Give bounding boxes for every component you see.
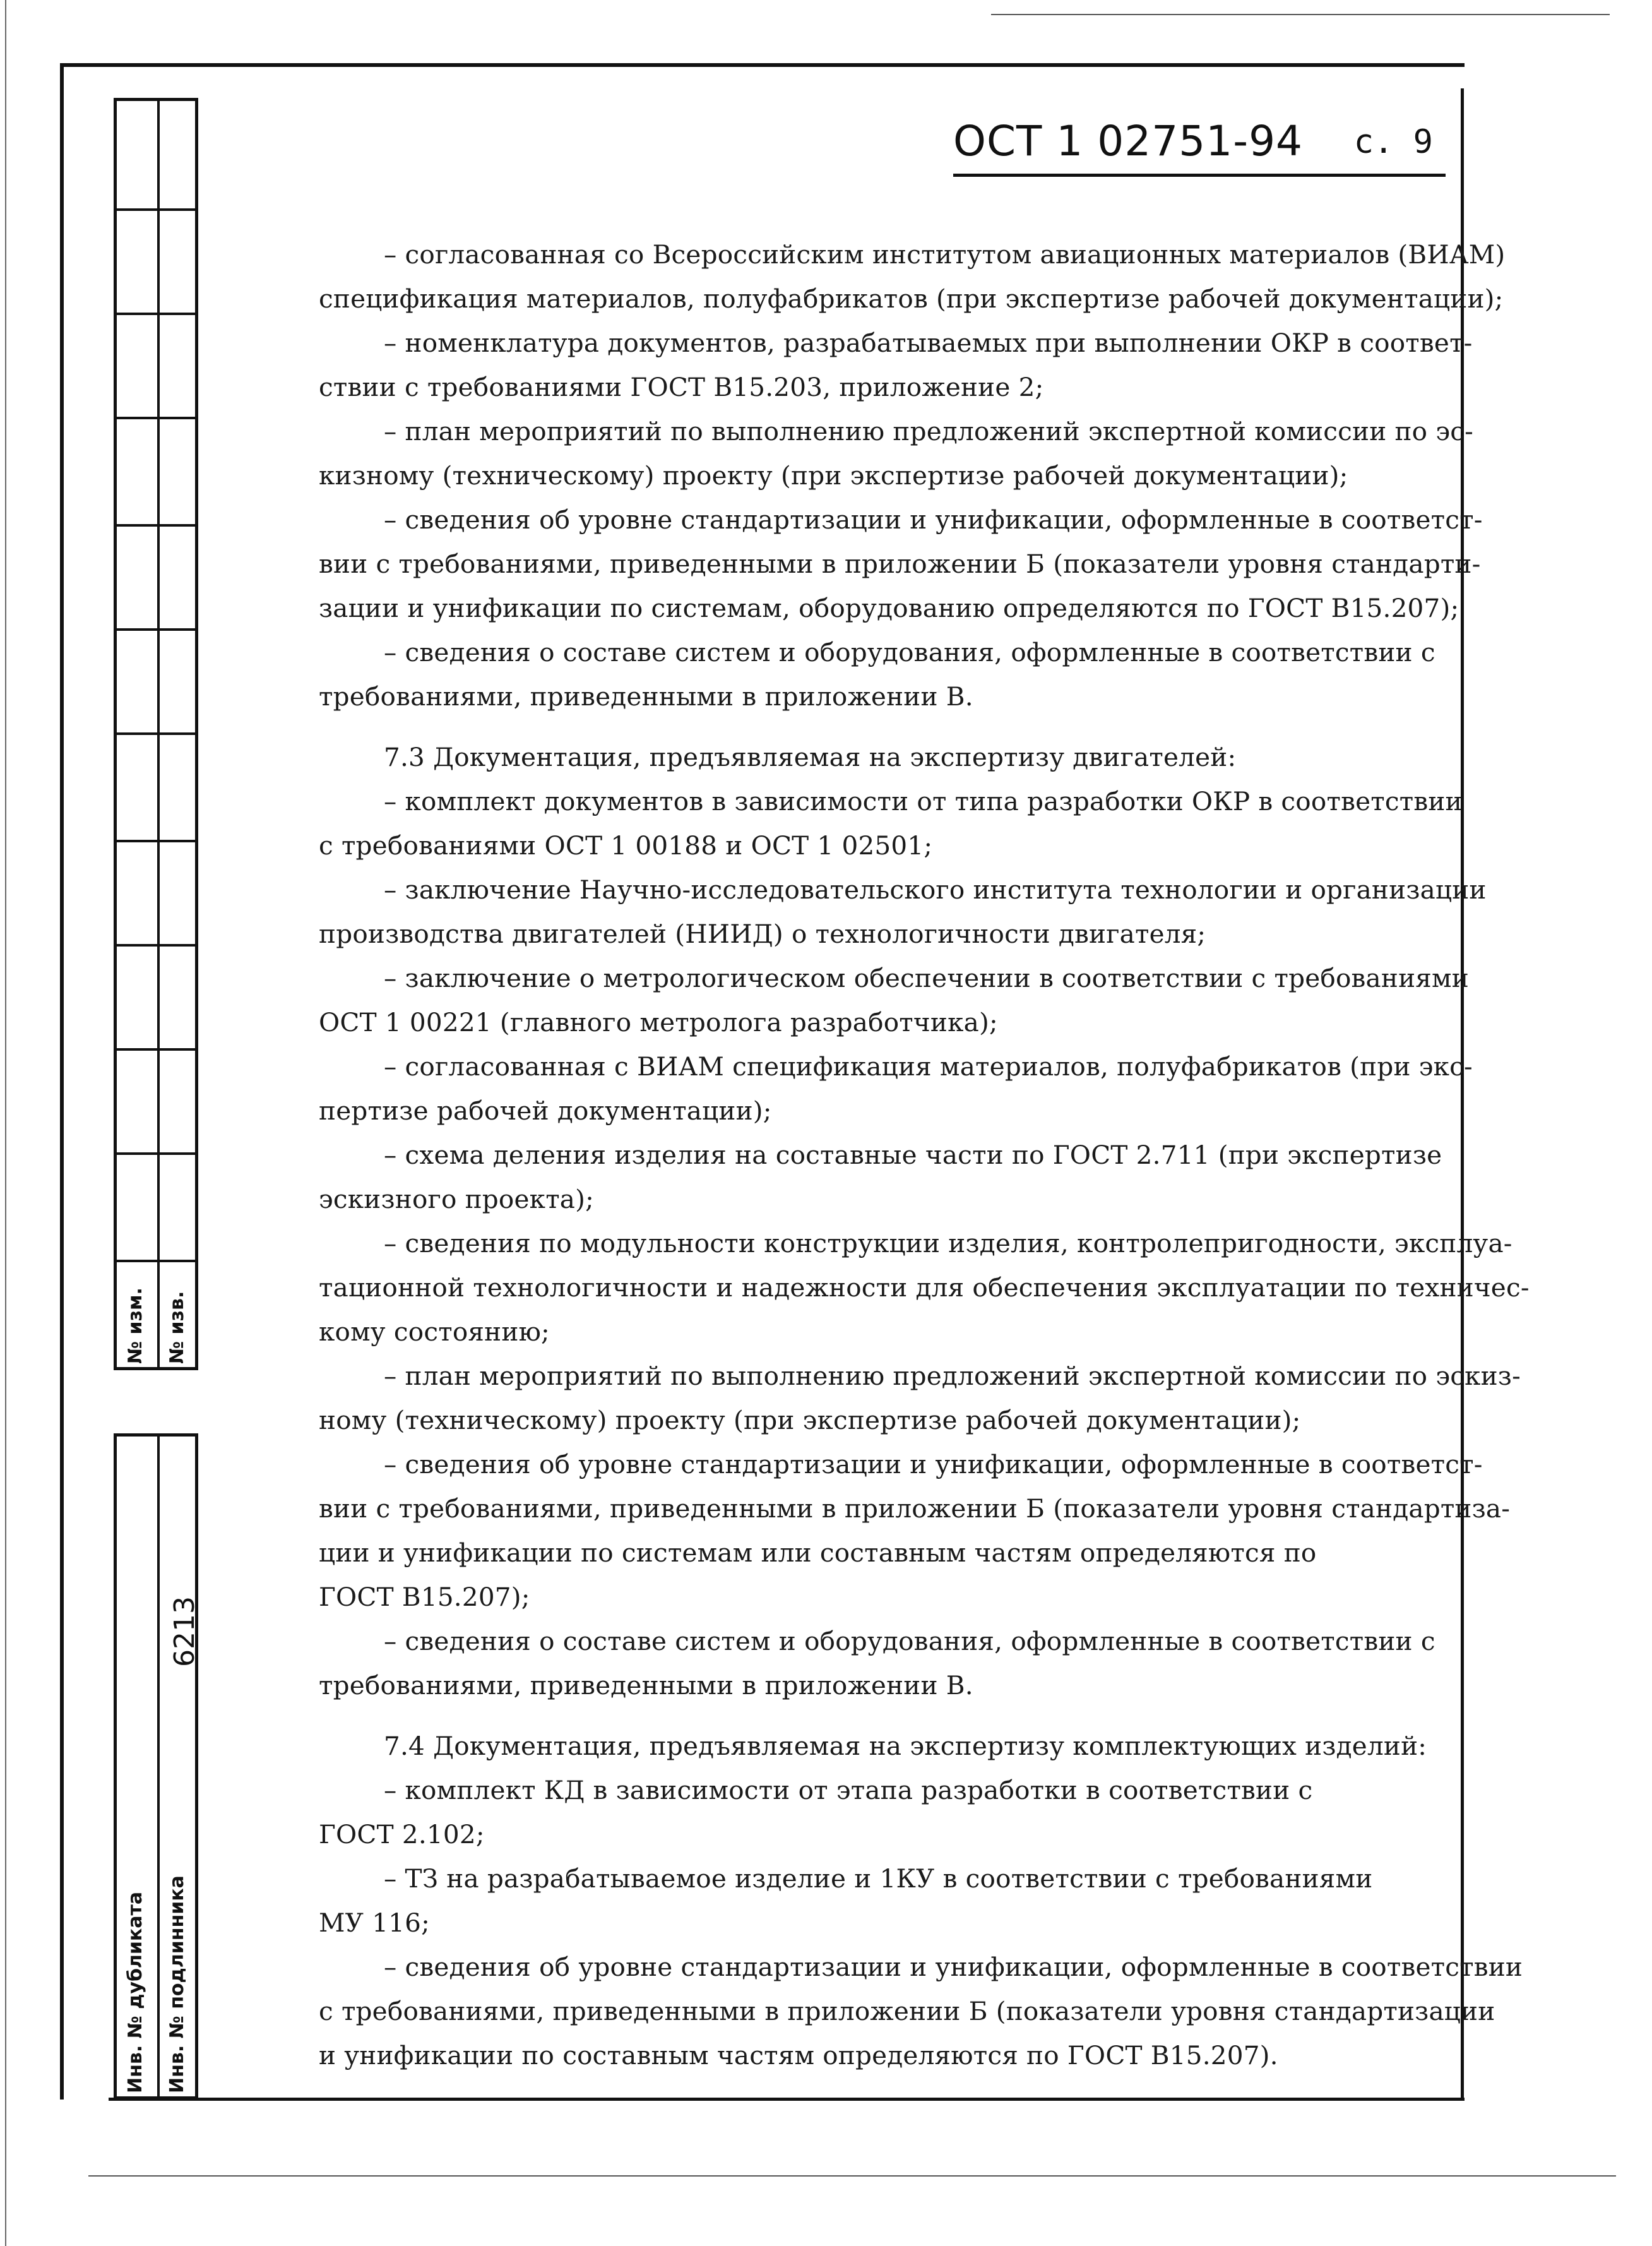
body-text-line: ГОСТ 2.102; [319, 1819, 485, 1849]
paragraph-gap [319, 719, 1446, 735]
frame-bottom-border [109, 2098, 1465, 2101]
document-code: ОСТ 1 02751-94 [953, 117, 1304, 165]
body-text-line: – сведения об уровне стандартизации и унификации, оформленные в соответст- [384, 505, 1483, 535]
body-text-line: ции и унификации по системам или составным частям определяются по [319, 1538, 1317, 1568]
body-text-line: – план мероприятий по выполнению предложений экспертной комиссии по эскиз- [384, 1361, 1521, 1391]
body-text-line: ствии с требованиями ГОСТ В15.203, приложение 2; [319, 372, 1044, 402]
body-text-line: тационной технологичности и надежности для обеспечения эксплуатации по техничес- [319, 1272, 1530, 1303]
body-text-line: – согласованная со Всероссийским институтом авиационных материалов (ВИАМ) [384, 239, 1506, 270]
inventory-number: 6213 [169, 1596, 201, 1667]
stamp-row-line [117, 944, 196, 947]
stamp-strip-lower [114, 1433, 201, 2100]
stamp-row-line [117, 313, 196, 315]
body-text-line: спецификация материалов, полуфабрикатов (при экспертизе рабочей документации); [319, 284, 1504, 314]
sheet-number-label: № изв. [166, 1291, 188, 1364]
frame-right-border [1461, 88, 1464, 2100]
stamp-row-line [117, 208, 196, 211]
stamp-divider [157, 1437, 160, 2096]
body-text-line: – комплект документов в зависимости от типа разработки ОКР в соответствии [384, 786, 1463, 816]
body-text-line: требованиями, приведенными в приложении В. [319, 1670, 973, 1700]
stamp-row-line [117, 628, 196, 631]
scan-artifact-edge [5, 0, 6, 2246]
body-text-line: вии с требованиями, приведенными в приложении Б (показатели уровня стандарти- [319, 549, 1481, 579]
duplicate-inventory-label: Инв. № дубликата [124, 1891, 146, 2093]
body-text-line: зации и унификации по системам, оборудованию определяются по ГОСТ В15.207); [319, 593, 1459, 623]
paragraph-gap [319, 1707, 1446, 1724]
original-inventory-label: Инв. № подлинника [166, 1875, 188, 2093]
change-number-label: № изм. [124, 1287, 146, 1364]
body-text-line: пертизе рабочей документации); [319, 1096, 772, 1126]
body-text-line: – схема деления изделия на составные части по ГОСТ 2.711 (при экспертизе [384, 1140, 1442, 1170]
body-text-line: – номенклатура документов, разрабатываемых при выполнении ОКР в соответ- [384, 328, 1473, 358]
stamp-row-line [117, 1152, 196, 1155]
body-text-line: с требованиями, приведенными в приложении Б (показатели уровня стандартизации [319, 1996, 1495, 2026]
body-text-line: – согласованная с ВИАМ спецификация материалов, полуфабрикатов (при экс- [384, 1051, 1473, 1082]
body-text-line: кому состоянию; [319, 1317, 550, 1347]
body-text-line: 7.3 Документация, предъявляемая на экспертизу двигателей: [384, 742, 1237, 772]
body-text-line: требованиями, приведенными в приложении В. [319, 681, 973, 712]
body-text-line: с требованиями ОСТ 1 00188 и ОСТ 1 02501; [319, 830, 933, 861]
stamp-row-line [117, 840, 196, 842]
body-text-line: – сведения о составе систем и оборудования, оформленные в соответствии с [384, 637, 1435, 667]
body-text-line: ОСТ 1 00221 (главного метролога разработчика); [319, 1007, 998, 1037]
document-body [319, 232, 1530, 2077]
body-text-line: вии с требованиями, приведенными в приложении Б (показатели уровня стандартиза- [319, 1493, 1511, 1524]
scan-artifact-line [991, 14, 1610, 15]
frame-left-border [60, 63, 64, 2100]
body-text-line: – сведения об уровне стандартизации и унификации, оформленные в соответст- [384, 1449, 1483, 1479]
stamp-row-line [117, 1048, 196, 1051]
body-text-line: производства двигателей (НИИД) о технологичности двигателя; [319, 919, 1206, 949]
stamp-row-line [117, 417, 196, 419]
body-text-line: – заключение Научно-исследовательского института технологии и организации [384, 875, 1487, 905]
body-text-line: – ТЗ на разрабатываемое изделие и 1КУ в соответствии с требованиями [384, 1863, 1373, 1894]
body-text-line: – план мероприятий по выполнению предложений экспертной комиссии по эс- [384, 416, 1473, 446]
body-text-line: ному (техническому) проекту (при экспертизе рабочей документации); [319, 1405, 1301, 1435]
frame-top-border [60, 63, 1465, 67]
body-text-line: 7.4 Документация, предъявляемая на экспертизу комплектующих изделий: [384, 1731, 1427, 1761]
body-text-line: – сведения об уровне стандартизации и унификации, оформленные в соответствии [384, 1952, 1523, 1982]
body-text-line: кизному (техническому) проекту (при экспертизе рабочей документации); [319, 460, 1348, 491]
body-text-line: – сведения по модульности конструкции изделия, контролепригодности, эксплуа- [384, 1228, 1512, 1258]
stamp-row-line [117, 1260, 196, 1262]
stamp-row-line [117, 732, 196, 735]
body-text-line: – сведения о составе систем и оборудования, оформленные в соответствии с [384, 1626, 1435, 1656]
page-number: с. 9 [1353, 123, 1433, 161]
body-text-line: МУ 116; [319, 1908, 430, 1938]
stamp-row-line [117, 524, 196, 527]
body-text-line: – заключение о метрологическом обеспечении в соответствии с требованиями [384, 963, 1469, 993]
page-header [953, 117, 1446, 177]
body-text-line: ГОСТ В15.207); [319, 1582, 530, 1612]
scan-artifact-line [88, 2175, 1616, 2177]
body-text-line: и унификации по составным частям определяются по ГОСТ В15.207). [319, 2040, 1278, 2070]
body-text-line: – комплект КД в зависимости от этапа разработки в соответствии с [384, 1775, 1313, 1805]
stamp-strip-upper [114, 98, 198, 1370]
body-text-line: эскизного проекта); [319, 1184, 594, 1214]
